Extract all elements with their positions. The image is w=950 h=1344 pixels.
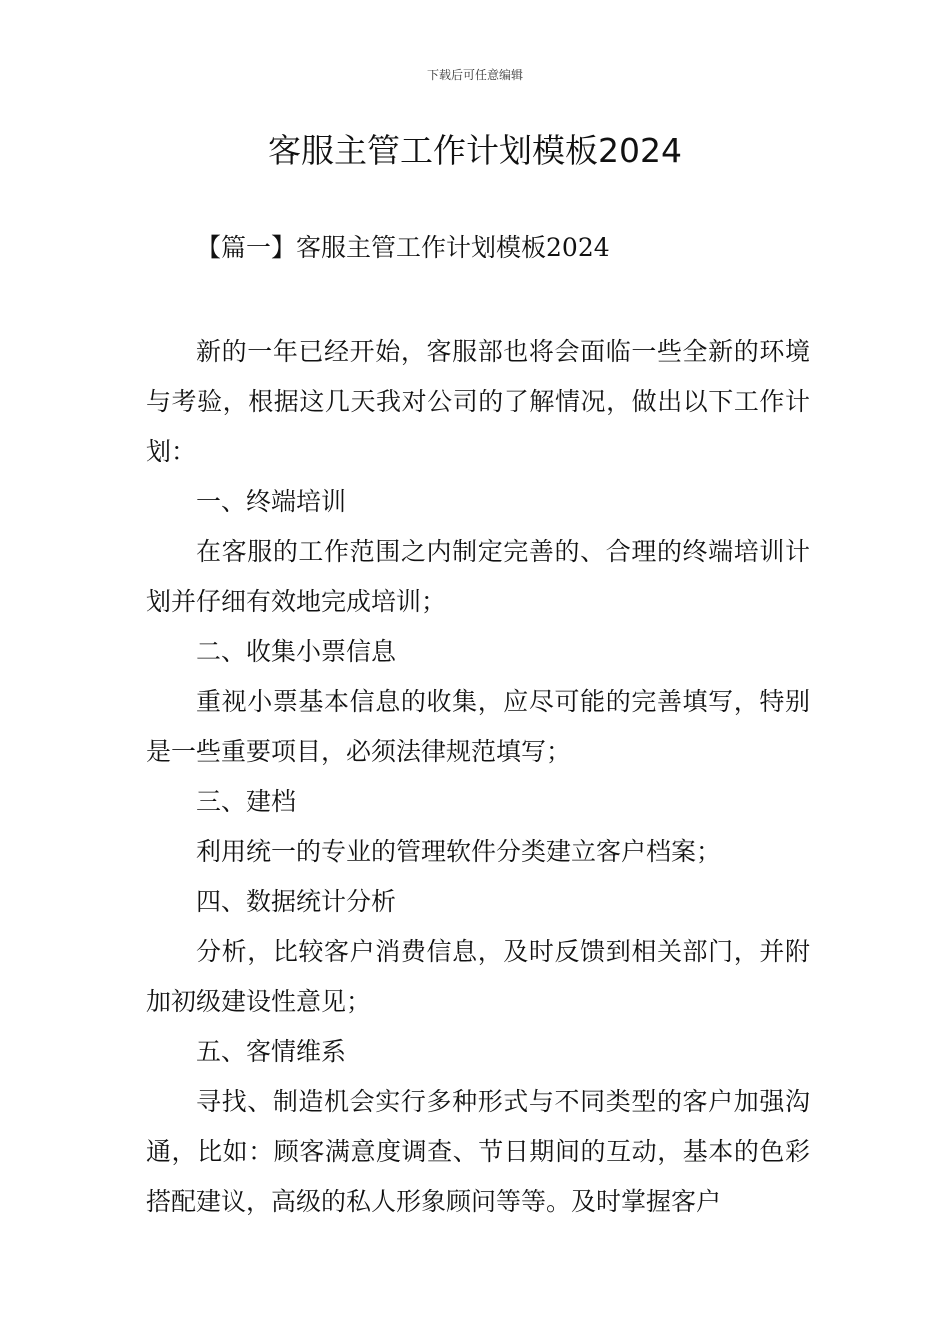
paragraph-5: 寻找、制造机会实行多种形式与不同类型的客户加强沟通，比如：顾客满意度调查、节日期间的互动，基本的色彩搭配建议，高级的私人形象顾问等等。及时掌握客户	[146, 1087, 810, 1216]
paragraph-1: 在客服的工作范围之内制定完善的、合理的终端培训计划并仔细有效地完成培训；	[146, 537, 810, 616]
item-heading-4: 四、数据统计分析	[196, 887, 397, 916]
item-heading-3: 三、建档	[196, 787, 297, 816]
header-note: 下载后可任意编辑	[426, 68, 523, 82]
paragraph-3: 利用统一的专业的管理软件分类建立客户档案；	[196, 837, 722, 866]
paragraph-intro: 新的一年已经开始，客服部也将会面临一些全新的环境与考验，根据这几天我对公司的了解情况，做出以下工作计划：	[146, 337, 810, 466]
item-heading-5: 五、客情维系	[196, 1037, 347, 1066]
item-heading-2: 二、收集小票信息	[196, 637, 397, 666]
document-body	[146, 327, 810, 1227]
item-heading-1: 一、终端培训	[196, 487, 347, 516]
section-heading: 【篇一】客服主管工作计划模板2024	[196, 233, 610, 262]
document-title: 客服主管工作计划模板2024	[268, 131, 682, 170]
paragraph-4: 分析，比较客户消费信息，及时反馈到相关部门，并附加初级建设性意见；	[146, 937, 810, 1016]
paragraph-2: 重视小票基本信息的收集，应尽可能的完善填写，特别是一些重要项目，必须法律规范填写；	[146, 687, 810, 766]
